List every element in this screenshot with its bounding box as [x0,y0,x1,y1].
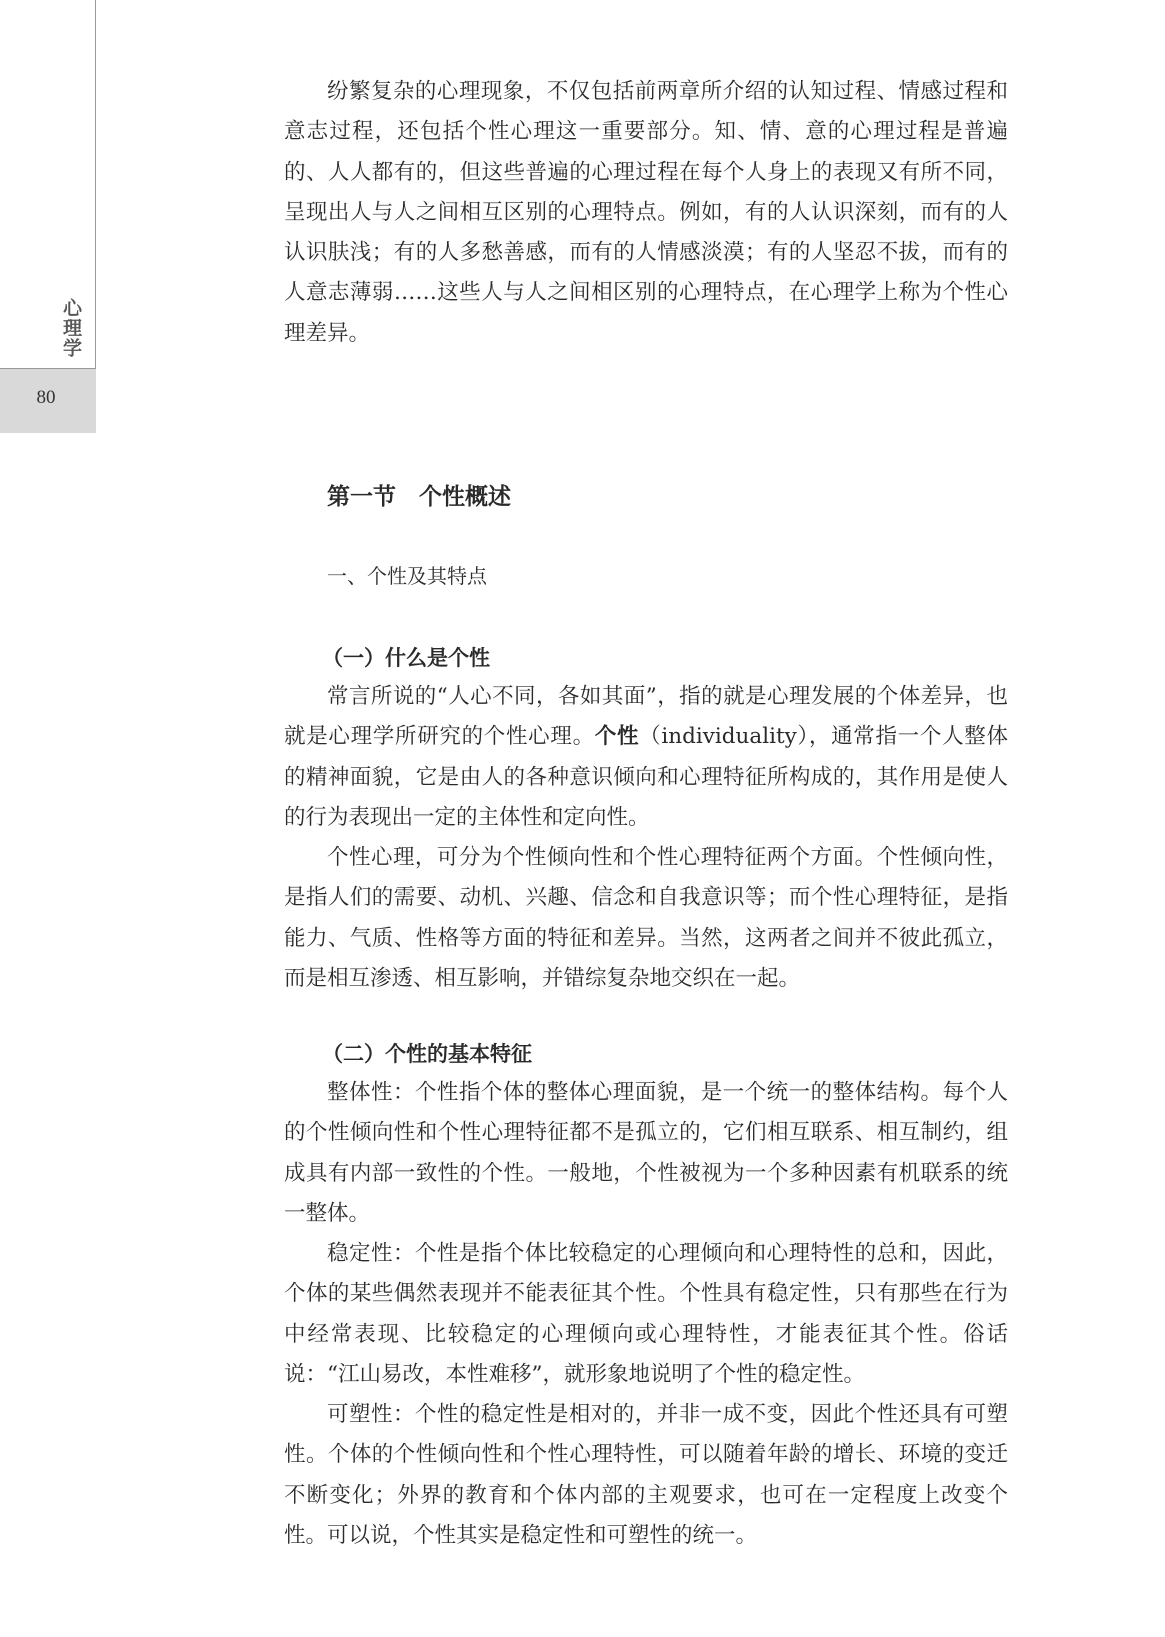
components-paragraph: 个性心理，可分为个性倾向性和个性心理特征两个方面。个性倾向性，是指人们的需要、动机、兴趣、信念和自我意识等；而个性心理特征，是指能力、气质、性格等方面的特征和差异。当然，这两者之间并不彼此孤立，而是相互渗透、相互影响，并错综复杂地交织在一起。 [284,845,1008,991]
feature-plasticity-paragraph: 可塑性：个性的稳定性是相对的，并非一成不变，因此个性还具有可塑性。个体的个性倾向性和个性心理特性，可以随着年龄的增长、环境的变迁不断变化；外界的教育和个体内部的主观要求，也可在一定程度上改变个性。可以说，个性其实是稳定性和可塑性的统一。 [284,1402,1008,1548]
definition-paragraph [284,677,1008,838]
feature-stability-paragraph: 稳定性：个性是指个体比较稳定的心理倾向和心理特性的总和，因此，个体的某些偶然表现并不能表征其个性。个性具有稳定性，只有那些在行为中经常表现、比较稳定的心理倾向或心理特性，才能表征其个性。俗话说：“江山易改，本性难移”，就形象地说明了个性的稳定性。 [284,1241,1008,1387]
definition-text-b: （individuality），通常指一个人整体的精神面貌，它是由人的各种意识倾向和心理特征所构成的，其作用是使人的行为表现出一定的主体性和定向性。 [284,724,1008,830]
section-title: 第一节 个性概述 [327,483,511,510]
definition-text-a: 常言所说的“人心不同，各如其面”，指的就是心理发展的个体差异，也就是心理学所研究的个性心理。 [284,684,1008,750]
heading-individuality-and-traits: 一、个性及其特点 [327,564,487,588]
subheading-what-is-individuality: （一）什么是个性 [322,645,490,670]
key-term-individuality: 个性 [594,724,640,750]
page-number-box [0,368,96,433]
subheading-basic-features: （二）个性的基本特征 [322,1041,532,1066]
page-number: 80 [36,387,56,408]
feature-integrity-paragraph: 整体性：个性指个体的整体心理面貌，是一个统一的整体结构。每个人的个性倾向性和个性心理特征都不是孤立的，它们相互联系、相互制约，组成具有内部一致性的个性。一般地，个性被视为一个多种因素有机联系的统一整体。 [284,1080,1008,1226]
running-book-title: 心理学 [60,298,82,358]
intro-paragraph: 纷繁复杂的心理现象，不仅包括前两章所介绍的认知过程、情感过程和意志过程，还包括个性心理这一重要部分。知、情、意的心理过程是普遍的、人人都有的，但这些普遍的心理过程在每个人身上的表现又有所不同，呈现出人与人之间相互区别的心理特点。例如，有的人认识深刻，而有的人认识肤浅；有的人多愁善感，而有的人情感淡漠；有的人坚忍不拔，而有的人意志薄弱……这些人与人之间相区别的心理特点，在心理学上称为个性心理差异。 [284,79,1008,346]
